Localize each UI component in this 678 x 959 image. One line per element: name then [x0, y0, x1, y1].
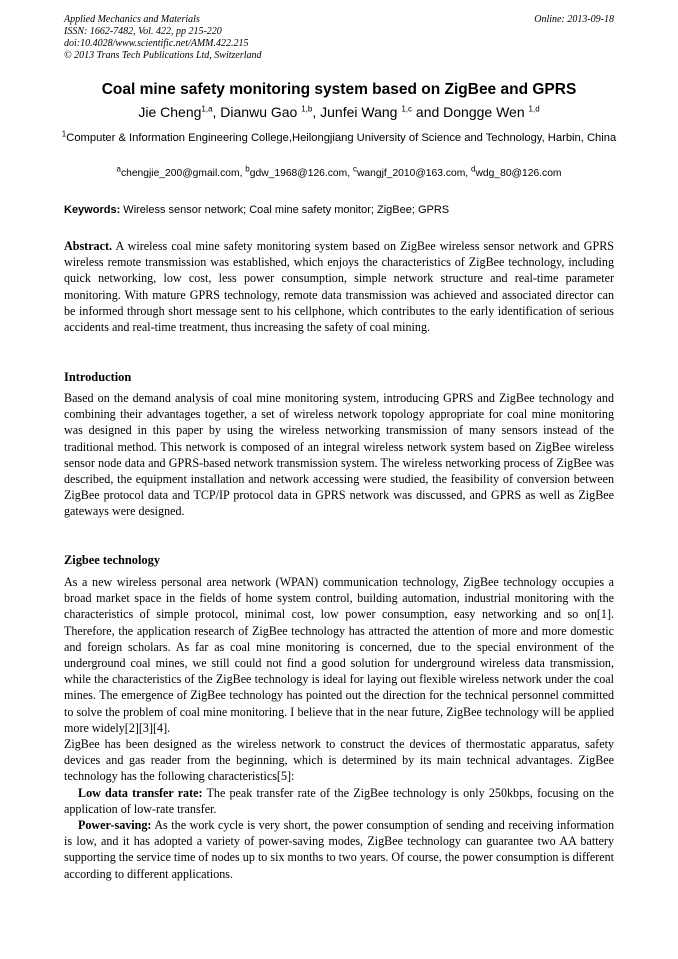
author-sup: 1,b — [301, 104, 313, 114]
affiliation-text: Computer & Information Engineering College,Heilongjiang University of Science and Technology, Harbin, China — [66, 132, 617, 144]
email-sup: d — [471, 164, 476, 174]
section-heading-introduction: Introduction — [64, 370, 132, 384]
power-saving-label: Power-saving: — [78, 818, 152, 833]
author-name: Jie Cheng — [138, 104, 202, 120]
keywords — [64, 203, 614, 217]
email-text: chengjie_200@gmail.com, — [120, 168, 246, 179]
zigbee-paragraph-power-saving — [64, 817, 614, 882]
email-sup: c — [352, 164, 357, 174]
email-text: wangjf_2010@163.com, — [356, 168, 472, 179]
author-sup: 1,a — [201, 104, 213, 114]
email-list — [0, 164, 678, 180]
author-sep: , — [312, 104, 321, 120]
affiliation-sup: 1 — [61, 129, 67, 139]
author-sep: and — [412, 104, 444, 120]
power-saving-text: As the work cycle is very short, the power consumption of sending and receiving information is low, and it has adopted a variety of power-saving modes, ZigBee technology can guarantee two AA battery supporting the service time of nodes up to six months to two years. Of course, the power consumption is different according to different applications. — [64, 818, 614, 881]
copyright-line: © 2013 Trans Tech Publications Ltd, Switzerland — [64, 50, 262, 61]
author-sup: 1,d — [528, 104, 540, 114]
zigbee-paragraph-1: As a new wireless personal area network (WPAN) communication technology, ZigBee technology occupies a broad market space in the fields of home system control, building automation, industrial monitoring with the characteristics of simple protocol, minimal cost, low power consumption, easy networking and so on[1]. Therefore, the application research of ZigBee technology has attracted the attention of more and more domestic and foreign scholars. As far as coal mine monitoring is concerned, due to the special environment of the underground coal mines, we still could not find a good solution for underground wireless data transmission, while the characteristics of the ZigBee technology is ideal for laying out flexible wireless network under the coal mines. The emergence of ZigBee technology has pointed out the direction for the technical personnel committed to solve the problem of coal mine monitoring. I believe that in the near future, ZigBee technology will be applied more widely[2][3][4]. — [64, 575, 614, 735]
online-date: Online: 2013-09-18 — [534, 14, 614, 25]
section-heading-zigbee: Zigbee technology — [64, 553, 161, 567]
email-text: wdg_80@126.com — [475, 168, 562, 179]
abstract — [64, 238, 614, 335]
paper-title: Coal mine safety monitoring system based on ZigBee and GPRS — [101, 81, 577, 98]
keywords-text: Wireless sensor network; Coal mine safety monitor; ZigBee; GPRS — [120, 204, 450, 216]
journal-header — [64, 14, 262, 62]
zigbee-paragraph-low-rate — [64, 785, 614, 817]
abstract-text: A wireless coal mine safety monitoring system based on ZigBee wireless sensor network and GPRS wireless remote transmission was established, which enjoys the characteristics of ZigBee technology, including quick networking, low cost, less power consumption, simple network structure and real-time parameter monitoring. With mature GPRS technology, remote data transmission was achieved and associated director can be informed through short message sent to his cellphone, which contributes to the early identification of serious accidents and real-time treatment, thus increasing the safety of coal mining. — [64, 239, 614, 335]
journal-name: Applied Mechanics and Materials — [64, 14, 200, 25]
issn-line: ISSN: 1662-7482, Vol. 422, pp 215-220 — [64, 26, 222, 37]
abstract-label: Abstract. — [64, 239, 113, 253]
author-name: Dongge Wen — [443, 104, 529, 120]
introduction-paragraph — [64, 390, 614, 520]
author-sep: , — [212, 104, 221, 120]
introduction-text: Based on the demand analysis of coal mine monitoring system, introducing GPRS and ZigBee technology and combining their advantages together, a set of wireless network topology appropriate for coal mine monitoring was designed in this paper by using the wireless networking transmission of many sensors instead of the traditional method. This network is composed of an integral wireless network system based on ZigBee wireless sensor node data and GPRS-based network transmission system. The wireless networking process of ZigBee was described, the equipment installation and network accessing were studied, the feasibility of conversion between ZigBee protocol data and TCP/IP protocol data in GPRS network was discussed, and GPRS as well as ZigBee gateways were designed. — [64, 391, 614, 519]
low-rate-label: Low data transfer rate: — [78, 785, 203, 800]
doi-line: doi:10.4028/www.scientific.net/AMM.422.215 — [64, 38, 249, 49]
zigbee-section — [64, 574, 614, 882]
author-list — [0, 103, 678, 121]
email-sup: b — [245, 164, 250, 174]
zigbee-paragraph-2: ZigBee has been designed as the wireless network to construct the devices of thermostatic apparatus, safety devices and gas reader from the beginning, which is determined by its main technical advantages. ZigBee technology has the following characteristics[5]: — [64, 737, 614, 784]
keywords-label: Keywords: — [64, 204, 121, 216]
low-rate-text: The peak transfer rate of the ZigBee technology is only 250kbps, focusing on the application of low-rate transfer. — [64, 785, 614, 816]
email-sup: a — [116, 164, 121, 174]
affiliation — [60, 131, 618, 146]
author-name: Dianwu Gao — [220, 104, 302, 120]
author-name: Junfei Wang — [320, 104, 402, 120]
author-sup: 1,c — [401, 104, 413, 114]
email-text: gdw_1968@126.com, — [249, 168, 353, 179]
